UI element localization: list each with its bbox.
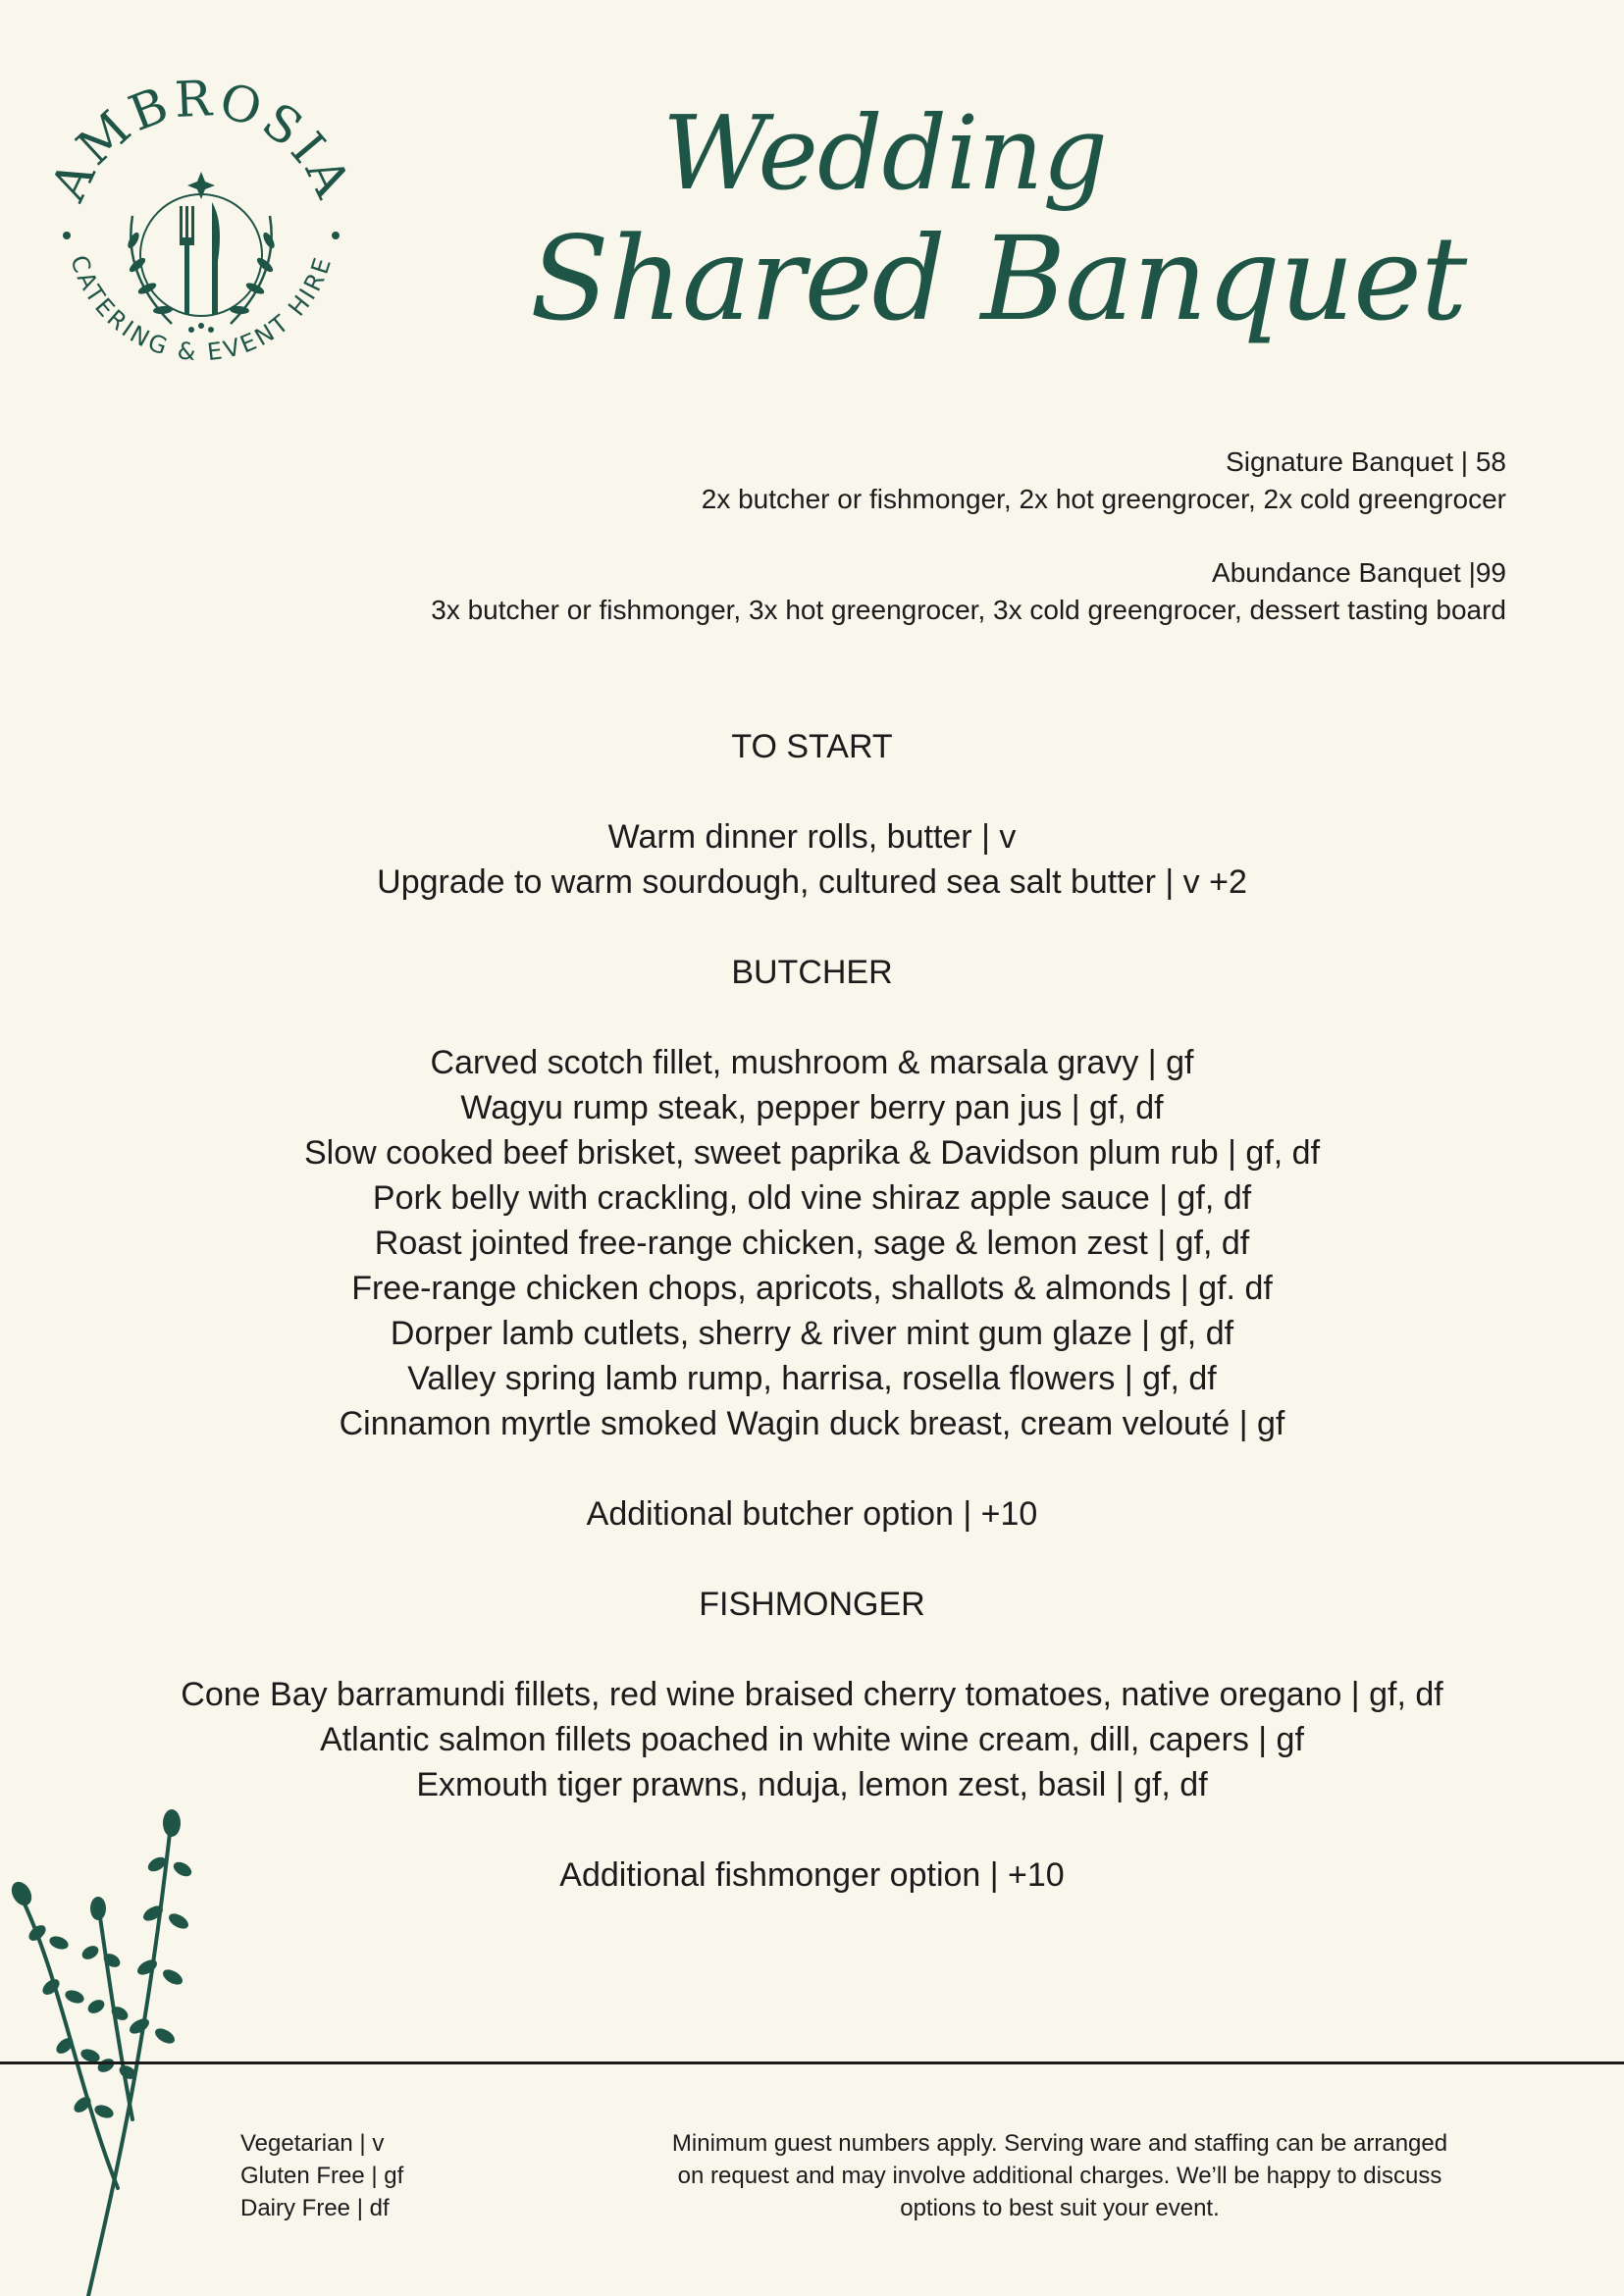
footer-note — [589, 2127, 1531, 2224]
footer-note-line: on request and may involve additional charges. We’ll be happy to discuss — [677, 2163, 1442, 2189]
signature-banquet-name: Signature Banquet | 58 — [1226, 446, 1506, 477]
menu-item: Atlantic salmon fillets poached in white wine cream, dill, capers | gf — [320, 1721, 1304, 1758]
banquet-options — [431, 444, 1506, 665]
menu-item: Upgrade to warm sourdough, cultured sea salt butter | v +2 — [377, 863, 1247, 901]
section-heading-fishmonger: FISHMONGER — [699, 1586, 925, 1623]
signature-banquet-desc: 2x butcher or fishmonger, 2x hot greengrocer, 2x cold greengrocer — [701, 484, 1506, 514]
legend-gluten-free: Gluten Free | gf — [240, 2163, 404, 2189]
thyme-sprig-illustration — [0, 1796, 216, 2296]
menu-title — [530, 93, 1467, 407]
menu-item: Wagyu rump steak, pepper berry pan jus | gf, df — [460, 1089, 1164, 1126]
abundance-banquet-name: Abundance Banquet |99 — [1212, 557, 1506, 588]
footer-divider — [0, 2061, 1624, 2064]
menu-item: Roast jointed free-range chicken, sage & lemon zest | gf, df — [374, 1225, 1250, 1262]
menu-item: Carved scotch fillet, mushroom & marsala gravy | gf — [430, 1044, 1194, 1081]
logo-brand-text: AMBROSIA — [39, 70, 363, 210]
menu-item: Cinnamon myrtle smoked Wagin duck breast, cream velouté | gf — [339, 1405, 1285, 1442]
menu-item: Dorper lamb cutlets, sherry & river mint gum glaze | gf, df — [390, 1315, 1234, 1352]
abundance-banquet-desc: 3x butcher or fishmonger, 3x hot greengrocer, 3x cold greengrocer, dessert tasting board — [431, 595, 1506, 625]
section-heading-to-start: TO START — [731, 728, 893, 765]
ambrosia-logo — [39, 69, 363, 392]
legend-vegetarian: Vegetarian | v — [240, 2130, 385, 2157]
footer-note-line: options to best suit your event. — [900, 2195, 1220, 2221]
additional-butcher-option: Additional butcher option | +10 — [586, 1495, 1038, 1533]
title-line-wedding: Wedding — [662, 93, 1107, 213]
menu-item: Cone Bay barramundi fillets, red wine braised cherry tomatoes, native oregano | gf, df — [181, 1676, 1443, 1713]
title-line-shared-banquet: Shared Banquet — [530, 211, 1467, 346]
additional-fishmonger-option: Additional fishmonger option | +10 — [559, 1856, 1065, 1894]
menu-item: Exmouth tiger prawns, nduja, lemon zest, basil | gf, df — [416, 1766, 1208, 1803]
legend-dairy-free: Dairy Free | df — [240, 2195, 390, 2221]
menu-item: Pork belly with crackling, old vine shiraz apple sauce | gf, df — [372, 1179, 1252, 1217]
menu-item: Valley spring lamb rump, harrisa, rosella flowers | gf, df — [407, 1360, 1217, 1397]
dietary-legend — [240, 2127, 403, 2224]
menu-item: Slow cooked beef brisket, sweet paprika & Davidson plum rub | gf, df — [303, 1134, 1321, 1172]
footer-note-line: Minimum guest numbers apply. Serving ware and staffing can be arranged — [671, 2130, 1448, 2157]
menu-body — [0, 724, 1624, 1898]
menu-item: Free-range chicken chops, apricots, shallots & almonds | gf. df — [351, 1270, 1273, 1307]
logo-tagline-text: CATERING & EVENT HIRE — [65, 251, 338, 367]
knife-icon — [212, 202, 220, 314]
fork-icon — [180, 206, 194, 314]
menu-item: Warm dinner rolls, butter | v — [607, 818, 1017, 856]
section-heading-butcher: BUTCHER — [731, 954, 893, 991]
